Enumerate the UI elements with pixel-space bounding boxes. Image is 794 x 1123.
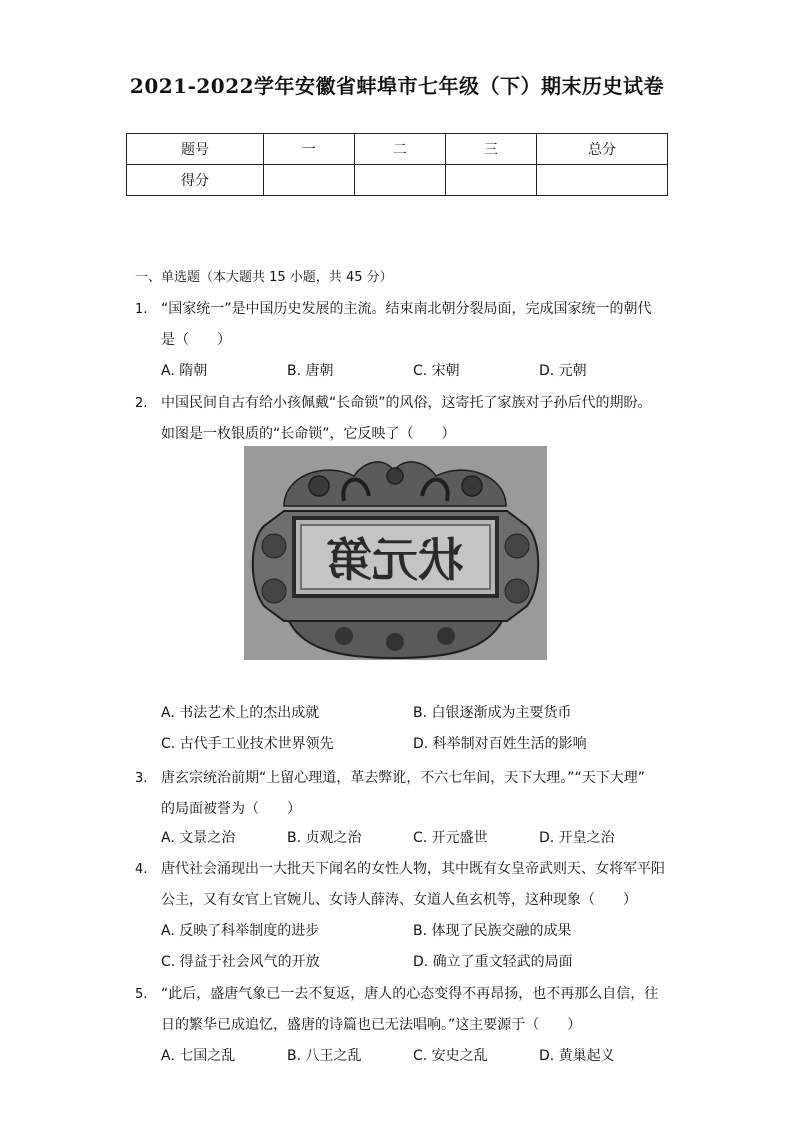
question-line: “此后，盛唐气象已一去不复返，唐人的心态变得不再昂扬，也不再那么自信，往 — [161, 986, 659, 1002]
question-text — [161, 763, 676, 825]
question-line: 的局面被誉为（ ） — [161, 801, 301, 817]
option-a[interactable]: A. 反映了科举制度的进步 — [161, 923, 320, 939]
table-cell: 总分 — [537, 134, 668, 165]
section-heading: 一、单选题（本大题共 15 小题，共 45 分） — [135, 270, 393, 285]
longevity-lock-image — [244, 446, 547, 660]
question-number: 3. — [135, 771, 148, 786]
option-c[interactable]: C. 安史之乱 — [413, 1048, 488, 1064]
table-cell: 得分 — [127, 165, 264, 196]
table-row — [127, 134, 668, 165]
table-row — [127, 165, 668, 196]
question-text — [161, 388, 676, 450]
question-line: “国家统一”是中国历史发展的主流。结束南北朝分裂局面，完成国家统一的朝代 — [161, 301, 652, 317]
option-c[interactable]: C. 宋朝 — [413, 363, 460, 379]
question-text — [161, 854, 676, 916]
question-number: 5. — [135, 987, 148, 1002]
option-b[interactable]: B. 体现了民族交融的成果 — [413, 923, 572, 939]
question-text — [161, 294, 676, 356]
table-cell — [264, 165, 355, 196]
option-d[interactable]: D. 黄巢起义 — [539, 1048, 615, 1064]
question-line: 如图是一枚银质的“长命锁”，它反映了（ ） — [161, 426, 456, 442]
table-cell — [446, 165, 537, 196]
question-line: 是（ ） — [161, 332, 231, 348]
option-b[interactable]: B. 贞观之治 — [287, 830, 362, 846]
question-line: 公主，又有女官上官婉儿、女诗人薛涛、女道人鱼玄机等，这种现象（ ） — [161, 892, 637, 908]
option-b[interactable]: B. 八王之乱 — [287, 1048, 362, 1064]
table-cell: 一 — [264, 134, 355, 165]
score-table — [126, 133, 668, 196]
option-c[interactable]: C. 开元盛世 — [413, 830, 488, 846]
option-b[interactable]: B. 唐朝 — [287, 363, 334, 379]
table-cell — [537, 165, 668, 196]
option-d[interactable]: D. 元朝 — [539, 363, 587, 379]
question-number: 1. — [135, 302, 148, 317]
question-line: 中国民间自古有给小孩佩戴“长命锁”的风俗，这寄托了家族对子孙后代的期盼。 — [161, 395, 652, 411]
question-text — [161, 979, 676, 1041]
table-cell: 三 — [446, 134, 537, 165]
option-c[interactable]: C. 古代手工业技术世界领先 — [161, 736, 334, 752]
table-cell: 题号 — [127, 134, 264, 165]
option-a[interactable]: A. 隋朝 — [161, 363, 208, 379]
table-cell — [355, 165, 446, 196]
lock-inscription: 状元第 — [326, 533, 464, 587]
option-a[interactable]: A. 七国之乱 — [161, 1048, 236, 1064]
question-number: 4. — [135, 862, 148, 877]
question-line: 唐代社会涌现出一大批天下闻名的女性人物，其中既有女皇帝武则天、女将军平阳 — [161, 861, 665, 877]
option-c[interactable]: C. 得益于社会风气的开放 — [161, 954, 320, 970]
question-line: 唐玄宗统治前期“上留心理道，革去弊讹，不六七年间，天下大理。”“天下大理” — [161, 770, 646, 786]
lock-illustration — [244, 446, 547, 660]
option-d[interactable]: D. 科举制对百姓生活的影响 — [413, 736, 587, 752]
question-line: 日的繁华已成追忆，盛唐的诗篇也已无法唱响。”这主要源于（ ） — [161, 1017, 582, 1033]
option-a[interactable]: A. 书法艺术上的杰出成就 — [161, 705, 320, 721]
option-d[interactable]: D. 确立了重文轻武的局面 — [413, 954, 573, 970]
question-number: 2. — [135, 396, 148, 411]
option-b[interactable]: B. 白银逐渐成为主要货币 — [413, 705, 572, 721]
option-a[interactable]: A. 文景之治 — [161, 830, 236, 846]
table-cell: 二 — [355, 134, 446, 165]
page-title: 2021-2022学年安徽省蚌埠市七年级（下）期末历史试卷 — [129, 74, 665, 98]
option-d[interactable]: D. 开皇之治 — [539, 830, 615, 846]
